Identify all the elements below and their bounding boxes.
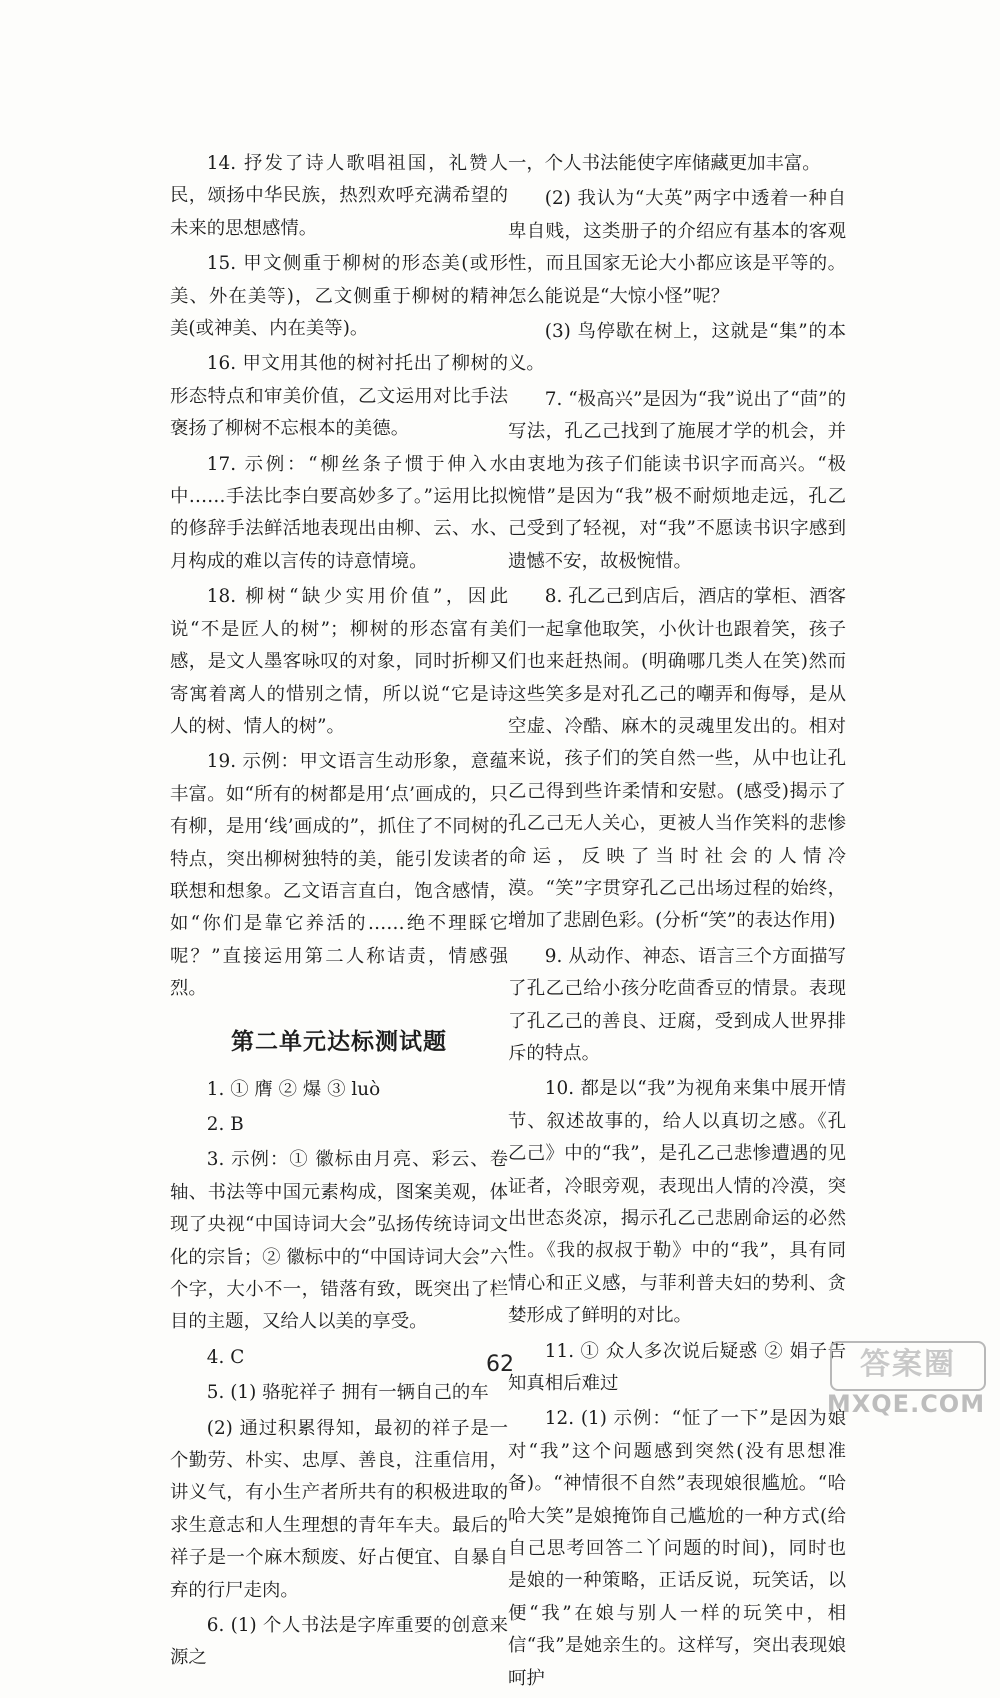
unit2-answer-6-2: (2) 我认为“大英”两字中透着一种自卑自贱，这类册子的介绍应有基本的客观性，而且国家无论大小都应该是平等的。怎么能说是“大惊小怪”呢？ (508, 188, 846, 307)
answer-17: 17. 示例：“柳丝条子惯于伸入水中……手法比李白要高妙多了。”运用比拟的修辞手法鲜活地表现出由柳、云、水、月构成的难以言传的诗意情境。 (170, 453, 508, 572)
answer-16: 16. 甲文用其他的树衬托出了柳树的形态特点和审美价值，乙文运用对比手法褒扬了柳树不忘根本的美德。 (170, 353, 508, 440)
unit2-answer-5-2: (2) 通过积累得知，最初的祥子是一个勤劳、朴实、忠厚、善良，注重信用，讲义气，有小生产者所共有的积极进取的求生意志和人生理想的青年车夫。最后的祥子是一个麻木颓废、好占便宜、自暴自弃的行尸走肉。 (170, 1417, 508, 1601)
watermark-top-text: 答案圈 (830, 1341, 986, 1391)
answer-18: 18. 柳树“缺少实用价值”，因此说“不是匠人的树”；柳树的形态富有美感，是文人墨客咏叹的对象，同时折柳又寄寓着离人的惜别之情，所以说“它是诗人的树、情人的树”。 (170, 586, 508, 737)
unit2-answer-4: 4. C (206, 1346, 245, 1368)
right-column (508, 148, 846, 1698)
answer-14: 14. 抒发了诗人歌唱祖国，礼赞人民，颂扬中华民族，热烈欢呼充满希望的未来的思想感情。 (170, 153, 508, 239)
unit2-answer-2: 2. B (206, 1113, 244, 1135)
unit2-answer-12: 12. (1) 示例：“怔了一下”是因为娘对“我”这个问题感到突然(没有思想准备)。“神情很不自然”表现娘很尴尬。“哈哈大笑”是娘掩饰自己尴尬的一种方式(给自己思考回答二丫问题的时间)，同时也是娘的一种策略，正话反说，玩笑话，以便“我”在娘与别人一样的玩笑中，相信“我”是她亲生的。这样写，突出表现娘呵护 (508, 1408, 846, 1689)
unit2-answer-9: 9. 从动作、神态、语言三个方面描写了孔乙己给小孩分吃茴香豆的情景。表现了孔乙己的善良、迂腐，受到成人世界排斥的特点。 (508, 945, 846, 1064)
left-column (170, 148, 508, 1678)
unit2-answer-1: 1. ① 膺 ② 爆 ③ luò (206, 1078, 381, 1100)
section-heading: 第二单元达标测试题 (231, 1028, 447, 1055)
unit2-answer-6-1-continued: 一，个人书法能使字库储藏更加丰富。 (508, 153, 821, 174)
watermark-logo (822, 1341, 990, 1419)
unit2-answer-10: 10. 都是以“我”为视角来集中展开情节、叙述故事的，给人以真切之感。《孔乙己》中的“我”，是孔乙己悲惨遭遇的见证者，冷眼旁观，表现出人情的冷漠，突出世态炎凉，揭示孔乙己悲剧命运的必然性。《我的叔叔于勒》中的“我”，具有同情心和正义感，与菲利普夫妇的势利、贪婪形成了鲜明的对比。 (508, 1078, 846, 1327)
watermark-bottom-text: MXQE.COM (826, 1390, 986, 1418)
unit2-answer-5-1: 5. (1) 骆驼祥子 拥有一辆自己的车 (206, 1382, 489, 1404)
page-number: 62 (486, 1352, 514, 1377)
unit2-answer-6-3: (3) 鸟停歇在树上，这就是“集”的本义。 (508, 321, 846, 375)
unit2-answer-8: 8. 孔乙己到店后，酒店的掌柜、酒客们一起拿他取笑，小伙计也跟着笑，孩子们也来赶热闹。(明确哪几类人在笑)然而这些笑多是对孔乙己的嘲弄和侮辱，是从空虚、冷酷、麻木的灵魂里发出的。相对来说，孩子们的笑自然一些，从中也让孔乙己得到些许柔情和安慰。(感受)揭示了孔乙己无人关心，更被人当作笑料的悲惨命运，反映了当时社会的人情冷漠。“笑”字贯穿孔乙己出场过程的始终，增加了悲剧色彩。(分析“笑”的表达作用) (508, 586, 846, 932)
unit2-answer-11: 11. ① 众人多次说后疑惑 ② 娟子告知真相后难过 (508, 1340, 846, 1395)
answer-19: 19. 示例：甲文语言生动形象，意蕴丰富。如“所有的树都是用‘点’画成的，只有柳，是用‘线’画成的”，抓住了不同树的特点，突出柳树独特的美，能引发读者的联想和想象。乙文语言直白，饱含感情，如“你们是靠它养活的……绝不理睬它呢？”直接运用第二人称诘责，情感强烈。 (170, 751, 508, 1000)
answer-15: 15. 甲文侧重于柳树的形态美(或形美、外在美等)，乙文侧重于柳树的精神美(或神美、内在美等)。 (170, 253, 508, 340)
unit2-answer-3: 3. 示例：① 徽标由月亮、彩云、卷轴、书法等中国元素构成，图案美观，体现了央视“中国诗词大会”弘扬传统诗词文化的宗旨；② 徽标中的“中国诗词大会”六个字，大小不一，错落有致，既突出了栏目的主题，又给人以美的享受。 (170, 1149, 508, 1333)
unit2-answer-7: 7. “极高兴”是因为“我”说出了“茴”的写法，孔乙己找到了施展才学的机会，并由衷地为孩子们能读书识字而高兴。“极惋惜”是因为“我”极不耐烦地走远，孔乙己受到了轻视，对“我”不愿读书识字感到遗憾不安，故极惋惜。 (508, 388, 846, 572)
unit2-answer-6-1: 6. (1) 个人书法是字库重要的创意来源之 (170, 1615, 508, 1669)
